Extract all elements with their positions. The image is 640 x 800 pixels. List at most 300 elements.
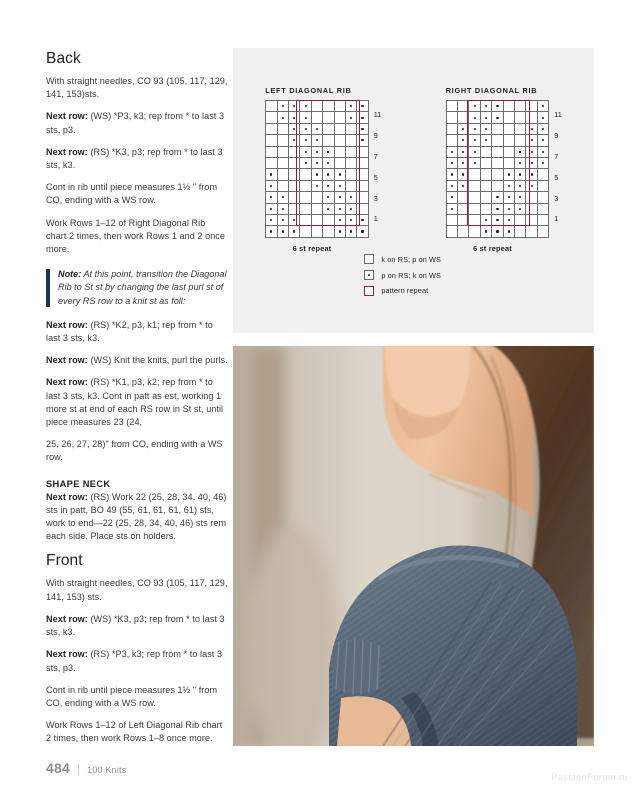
chart-grid-holder: [265, 100, 369, 238]
chart-cell-knit[interactable]: [266, 135, 277, 146]
chart-title: RIGHT DIAGONAL RIB: [445, 86, 538, 95]
chart-row: [266, 157, 369, 168]
chart-cell-knit[interactable]: [537, 203, 548, 214]
chart-right-diagonal-rib: [446, 86, 562, 253]
shape-neck-text: (RS) Work 22 (25, 28, 34, 40, 46) sts in patt, BO 49 (55, 61, 61, 61, 61) sts, work to end—22 (25, 28, 34, 40, 46) sts rem each side. Place sts on holders.: [46, 491, 227, 542]
back-label: Next row:: [46, 355, 91, 366]
chart-cell-knit[interactable]: [357, 157, 368, 168]
front-label: Next row:: [46, 613, 91, 624]
chart-cell-knit[interactable]: [311, 214, 322, 225]
chart-cell-purl[interactable]: [469, 135, 480, 146]
chart-cell-knit[interactable]: [492, 157, 503, 168]
chart-cell-purl[interactable]: [492, 203, 503, 214]
instructions-column: [46, 50, 228, 755]
st-repeat-label: 6 st repeat: [473, 243, 512, 253]
chart-row: [446, 101, 549, 112]
chart-cell-knit[interactable]: [334, 112, 345, 123]
chart-cell-purl[interactable]: [334, 203, 345, 214]
chart-cell-purl[interactable]: [480, 135, 491, 146]
chart-cell-purl[interactable]: [357, 226, 368, 237]
chart-row: [446, 135, 549, 146]
chart-cell-purl[interactable]: [492, 112, 503, 123]
chart-cell-knit[interactable]: [469, 214, 480, 225]
chart-cell-knit[interactable]: [323, 214, 334, 225]
legend-repeat-outline-icon: [364, 286, 374, 296]
chart-cell-knit[interactable]: [458, 192, 469, 203]
chart-cell-purl[interactable]: [357, 112, 368, 123]
chart-cell-purl[interactable]: [311, 180, 322, 191]
chart-cell-purl[interactable]: [492, 226, 503, 237]
front-text: (RS) *P3, k3; rep from * to last 3 sts, p3.: [46, 649, 223, 673]
chart-cell-knit[interactable]: [323, 226, 334, 237]
chart-row: [446, 226, 549, 237]
chart-cell-knit[interactable]: [311, 192, 322, 203]
chart-cell-purl[interactable]: [503, 180, 514, 191]
chart-cell-knit[interactable]: [458, 226, 469, 237]
chart-cell-knit[interactable]: [357, 192, 368, 203]
back-label: Next row:: [46, 377, 91, 388]
chart-cell-knit[interactable]: [515, 226, 526, 237]
chart-cell-purl[interactable]: [526, 135, 537, 146]
chart-cell-purl[interactable]: [526, 169, 537, 180]
chart-cell-purl[interactable]: [277, 214, 288, 225]
chart-row-number: [554, 142, 562, 152]
chart-cell-knit[interactable]: [300, 214, 311, 225]
back-paragraph: [46, 217, 228, 257]
chart-cell-knit[interactable]: [480, 169, 491, 180]
chart-cell-knit[interactable]: [446, 101, 457, 112]
chart-cell-purl[interactable]: [357, 135, 368, 146]
chart-cell-knit[interactable]: [334, 123, 345, 134]
chart-cell-purl[interactable]: [503, 214, 514, 225]
chart-row-number: [374, 204, 382, 214]
chart-cell-purl[interactable]: [515, 192, 526, 203]
chart-cell-purl[interactable]: [288, 112, 299, 123]
chart-cell-knit[interactable]: [277, 146, 288, 157]
chart-panel: [233, 48, 594, 333]
chart-cell-purl[interactable]: [480, 101, 491, 112]
page-number: 484: [46, 760, 70, 776]
chart-cell-purl[interactable]: [526, 146, 537, 157]
chart-cell-purl[interactable]: [288, 226, 299, 237]
front-label: Next row:: [46, 649, 91, 660]
chart-row-number: 3: [554, 193, 559, 203]
chart-cell-knit[interactable]: [446, 112, 457, 123]
chart-grid[interactable]: [446, 100, 550, 238]
chart-cell-knit[interactable]: [469, 180, 480, 191]
chart-cell-purl[interactable]: [345, 226, 356, 237]
chart-cell-purl[interactable]: [458, 146, 469, 157]
chart-cell-knit[interactable]: [288, 146, 299, 157]
back-paragraph: [46, 319, 228, 345]
chart-cell-purl[interactable]: [469, 112, 480, 123]
chart-cell-knit[interactable]: [458, 214, 469, 225]
page-title-front: Front: [46, 552, 83, 570]
chart-cell-purl[interactable]: [323, 169, 334, 180]
chart-cell-knit[interactable]: [480, 203, 491, 214]
chart-row-number: 1: [554, 214, 559, 224]
chart-row: [446, 146, 549, 157]
chart-cell-knit[interactable]: [277, 180, 288, 191]
chart-cell-knit[interactable]: [323, 135, 334, 146]
chart-cell-purl[interactable]: [503, 169, 514, 180]
chart-cell-knit[interactable]: [480, 157, 491, 168]
chart-cell-purl[interactable]: [537, 135, 548, 146]
chart-cell-purl[interactable]: [288, 101, 299, 112]
legend-label: k on RS; p on WS: [381, 254, 441, 264]
chart-cell-knit[interactable]: [334, 146, 345, 157]
chart-cell-purl[interactable]: [300, 157, 311, 168]
chart-cell-knit[interactable]: [277, 157, 288, 168]
chart-cell-purl[interactable]: [492, 101, 503, 112]
chart-cell-knit[interactable]: [515, 123, 526, 134]
chart-cell-knit[interactable]: [357, 146, 368, 157]
back-paragraph: [46, 146, 228, 172]
chart-cell-knit[interactable]: [458, 101, 469, 112]
chart-cell-knit[interactable]: [277, 169, 288, 180]
page-footer: [46, 760, 126, 776]
chart-cell-purl[interactable]: [526, 157, 537, 168]
chart-cell-purl[interactable]: [446, 146, 457, 157]
chart-cell-purl[interactable]: [300, 135, 311, 146]
chart-cell-purl[interactable]: [311, 157, 322, 168]
chart-cell-knit[interactable]: [345, 135, 356, 146]
chart-row-number: 5: [373, 172, 378, 182]
chart-cell-purl[interactable]: [480, 123, 491, 134]
chart-row-number: 11: [554, 110, 562, 120]
chart-grid-wrap: [446, 100, 562, 238]
chart-cell-knit[interactable]: [345, 157, 356, 168]
chart-grid-wrap: [265, 100, 381, 238]
chart-cell-knit[interactable]: [469, 226, 480, 237]
chart-row-number: [554, 162, 562, 172]
chart-cell-knit[interactable]: [526, 203, 537, 214]
chart-cell-purl[interactable]: [515, 169, 526, 180]
front-paragraph: [46, 648, 228, 674]
chart-cell-purl[interactable]: [311, 135, 322, 146]
chart-cell-knit[interactable]: [537, 226, 548, 237]
back-text: (WS) Knit the knits, purl the purls.: [90, 355, 228, 366]
chart-cell-knit[interactable]: [288, 203, 299, 214]
chart-cell-knit[interactable]: [288, 157, 299, 168]
chart-cell-purl[interactable]: [334, 169, 345, 180]
chart-cell-purl[interactable]: [469, 101, 480, 112]
back-blocks-after-note: [46, 319, 228, 465]
chart-row-number: 7: [554, 151, 559, 161]
chart-cell-purl[interactable]: [469, 123, 480, 134]
chart-cell-purl[interactable]: [266, 192, 277, 203]
chart-cell-knit[interactable]: [537, 214, 548, 225]
chart-cell-knit[interactable]: [334, 101, 345, 112]
chart-cell-knit[interactable]: [503, 157, 514, 168]
chart-cell-knit[interactable]: [345, 169, 356, 180]
legend-row: [364, 286, 441, 296]
chart-cell-knit[interactable]: [266, 157, 277, 168]
chart-cell-knit[interactable]: [345, 146, 356, 157]
chart-cell-knit[interactable]: [311, 101, 322, 112]
chart-cell-knit[interactable]: [334, 135, 345, 146]
chart-cell-purl[interactable]: [458, 169, 469, 180]
chart-cell-purl[interactable]: [288, 135, 299, 146]
chart-cell-purl[interactable]: [345, 101, 356, 112]
chart-cell-knit[interactable]: [300, 169, 311, 180]
chart-cell-knit[interactable]: [469, 192, 480, 203]
chart-cell-knit[interactable]: [526, 226, 537, 237]
chart-row: [446, 157, 549, 168]
chart-cell-purl[interactable]: [323, 146, 334, 157]
chart-cell-purl[interactable]: [266, 180, 277, 191]
chart-cell-knit[interactable]: [300, 180, 311, 191]
chart-cell-purl[interactable]: [323, 180, 334, 191]
chart-cell-knit[interactable]: [311, 112, 322, 123]
chart-cell-purl[interactable]: [277, 192, 288, 203]
front-paragraph: [46, 684, 228, 710]
chart-cell-knit[interactable]: [288, 192, 299, 203]
chart-cell-knit[interactable]: [469, 203, 480, 214]
chart-cell-purl[interactable]: [323, 203, 334, 214]
book-title: 100 Knits: [87, 765, 127, 775]
chart-row: [446, 112, 549, 123]
chart-row-numbers: [554, 100, 562, 225]
chart-cell-purl[interactable]: [537, 101, 548, 112]
chart-cell-knit[interactable]: [480, 180, 491, 191]
back-paragraph: [46, 75, 228, 101]
chart-cell-purl[interactable]: [300, 112, 311, 123]
chart-cell-purl[interactable]: [458, 123, 469, 134]
chart-cell-purl[interactable]: [503, 226, 514, 237]
chart-cell-purl[interactable]: [288, 123, 299, 134]
chart-cell-purl[interactable]: [277, 226, 288, 237]
chart-cell-purl[interactable]: [334, 226, 345, 237]
chart-row: [266, 192, 369, 203]
chart-cell-knit[interactable]: [469, 169, 480, 180]
chart-cell-knit[interactable]: [503, 123, 514, 134]
footer-separator: |: [76, 762, 81, 776]
front-text: With straight needles, CO 93 (105, 117, 129, 141, 153) sts.: [46, 578, 228, 602]
chart-cell-knit[interactable]: [323, 101, 334, 112]
chart-cell-knit[interactable]: [480, 146, 491, 157]
chart-cell-purl[interactable]: [300, 123, 311, 134]
chart-cell-purl[interactable]: [266, 226, 277, 237]
chart-cell-knit[interactable]: [503, 135, 514, 146]
chart-cell-knit[interactable]: [345, 123, 356, 134]
chart-cell-purl[interactable]: [357, 214, 368, 225]
chart-cell-purl[interactable]: [266, 203, 277, 214]
chart-cell-purl[interactable]: [515, 180, 526, 191]
chart-cell-purl[interactable]: [345, 203, 356, 214]
chart-row-number: [554, 204, 562, 214]
chart-cell-knit[interactable]: [357, 169, 368, 180]
chart-cell-purl[interactable]: [458, 157, 469, 168]
chart-cell-knit[interactable]: [515, 135, 526, 146]
chart-cell-purl[interactable]: [334, 214, 345, 225]
chart-cell-knit[interactable]: [515, 112, 526, 123]
chart-cell-purl[interactable]: [446, 169, 457, 180]
chart-cell-knit[interactable]: [526, 101, 537, 112]
chart-cell-purl[interactable]: [300, 101, 311, 112]
chart-cell-knit[interactable]: [311, 203, 322, 214]
chart-cell-knit[interactable]: [288, 169, 299, 180]
chart-cell-purl[interactable]: [334, 180, 345, 191]
shape-neck-label: Next row:: [46, 491, 88, 502]
chart-cell-knit[interactable]: [503, 112, 514, 123]
back-blocks: [46, 75, 228, 256]
chart-grid-holder: [446, 100, 550, 238]
chart-row: [266, 123, 369, 134]
chart-cell-purl[interactable]: [515, 203, 526, 214]
chart-cell-purl[interactable]: [446, 157, 457, 168]
garment-photo: [233, 346, 594, 746]
photo-illustration: [233, 346, 594, 746]
chart-cell-knit[interactable]: [526, 192, 537, 203]
chart-cell-knit[interactable]: [288, 180, 299, 191]
chart-cell-knit[interactable]: [334, 157, 345, 168]
chart-cell-purl[interactable]: [526, 180, 537, 191]
chart-cell-purl[interactable]: [446, 203, 457, 214]
chart-cell-knit[interactable]: [323, 123, 334, 134]
chart-cell-purl[interactable]: [345, 112, 356, 123]
front-paragraph: [46, 613, 228, 639]
chart-cell-knit[interactable]: [446, 214, 457, 225]
chart-cell-purl[interactable]: [323, 157, 334, 168]
chart-row-number: [374, 183, 382, 193]
chart-cell-purl[interactable]: [345, 214, 356, 225]
chart-cell-purl[interactable]: [334, 192, 345, 203]
chart-cell-purl[interactable]: [469, 157, 480, 168]
chart-row-number: 7: [373, 151, 378, 161]
chart-cell-knit[interactable]: [446, 123, 457, 134]
chart-cell-purl[interactable]: [266, 169, 277, 180]
front-blocks: [46, 577, 228, 745]
chart-row: [266, 101, 369, 112]
chart-cell-purl[interactable]: [345, 192, 356, 203]
chart-row: [266, 203, 369, 214]
chart-cell-purl[interactable]: [357, 123, 368, 134]
legend-dot-square-icon: [364, 270, 374, 280]
chart-cell-purl[interactable]: [537, 123, 548, 134]
chart-cell-purl[interactable]: [480, 226, 491, 237]
back-paragraph: [46, 110, 228, 136]
chart-cell-knit[interactable]: [503, 101, 514, 112]
chart-cell-knit[interactable]: [537, 169, 548, 180]
chart-row-number: 5: [554, 172, 559, 182]
chart-cell-purl[interactable]: [537, 146, 548, 157]
chart-cell-knit[interactable]: [266, 146, 277, 157]
chart-cell-purl[interactable]: [526, 123, 537, 134]
chart-cell-knit[interactable]: [480, 192, 491, 203]
chart-cell-knit[interactable]: [446, 226, 457, 237]
chart-cell-knit[interactable]: [277, 123, 288, 134]
chart-cell-knit[interactable]: [277, 135, 288, 146]
chart-cell-knit[interactable]: [492, 180, 503, 191]
chart-cell-knit[interactable]: [446, 135, 457, 146]
chart-cell-purl[interactable]: [300, 146, 311, 157]
chart-cell-purl[interactable]: [492, 192, 503, 203]
chart-cell-knit[interactable]: [300, 192, 311, 203]
chart-cell-purl[interactable]: [537, 157, 548, 168]
chart-cell-knit[interactable]: [526, 112, 537, 123]
chart-row-numbers: [374, 100, 382, 225]
chart-cell-purl[interactable]: [503, 192, 514, 203]
chart-cell-knit[interactable]: [492, 135, 503, 146]
chart-cell-knit[interactable]: [492, 123, 503, 134]
chart-cell-purl[interactable]: [311, 169, 322, 180]
chart-cell-purl[interactable]: [480, 214, 491, 225]
front-text: Work Rows 1–12 of Left Diagonal Rib chart 2 times, then work Rows 1–8 once more.: [46, 720, 223, 744]
chart-cell-knit[interactable]: [311, 226, 322, 237]
chart-cell-knit[interactable]: [357, 180, 368, 191]
chart-row-number: [374, 100, 382, 110]
chart-cell-knit[interactable]: [492, 169, 503, 180]
chart-cell-purl[interactable]: [537, 112, 548, 123]
chart-cell-purl[interactable]: [277, 101, 288, 112]
chart-cell-purl[interactable]: [266, 214, 277, 225]
chart-cell-knit[interactable]: [266, 123, 277, 134]
chart-cell-knit[interactable]: [266, 101, 277, 112]
chart-cell-knit[interactable]: [458, 203, 469, 214]
chart-row-number: [374, 162, 382, 172]
front-paragraph: [46, 577, 228, 603]
chart-cell-purl[interactable]: [492, 214, 503, 225]
chart-cell-knit[interactable]: [323, 112, 334, 123]
chart-cell-purl[interactable]: [515, 157, 526, 168]
back-text: 25, 26, 27, 28)" from CO, ending with a WS row.: [46, 439, 223, 463]
chart-row-number: 3: [373, 193, 378, 203]
chart-cell-knit[interactable]: [458, 112, 469, 123]
chart-cell-purl[interactable]: [357, 101, 368, 112]
chart-cell-purl[interactable]: [446, 192, 457, 203]
chart-cell-knit[interactable]: [266, 112, 277, 123]
chart-cell-knit[interactable]: [537, 192, 548, 203]
chart-cell-knit[interactable]: [357, 203, 368, 214]
chart-row: [266, 214, 369, 225]
chart-row-number: [554, 121, 562, 131]
chart-cell-knit[interactable]: [515, 101, 526, 112]
chart-cell-knit[interactable]: [345, 180, 356, 191]
back-text: (RS) *K1, p3, k2; rep from * to last 3 sts, k3. Cont in patt as est, working 1 more st at end of each RS row in St st, until piece measures 23 (24,: [46, 377, 224, 428]
legend-blank-square-icon: [364, 254, 374, 264]
back-label: Next row:: [46, 319, 91, 330]
chart-cell-purl[interactable]: [311, 123, 322, 134]
chart-cell-purl[interactable]: [277, 112, 288, 123]
chart-grid[interactable]: [265, 100, 369, 238]
chart-cell-knit[interactable]: [515, 214, 526, 225]
chart-cell-purl[interactable]: [458, 135, 469, 146]
chart-cell-purl[interactable]: [515, 146, 526, 157]
legend-row: [364, 270, 441, 280]
chart-cell-purl[interactable]: [288, 214, 299, 225]
chart-cell-knit[interactable]: [503, 146, 514, 157]
chart-cell-purl[interactable]: [480, 112, 491, 123]
back-paragraph: [46, 181, 228, 207]
chart-cell-purl[interactable]: [323, 192, 334, 203]
chart-cell-knit[interactable]: [492, 146, 503, 157]
chart-cell-purl[interactable]: [311, 146, 322, 157]
chart-cell-purl[interactable]: [458, 180, 469, 191]
chart-cell-knit[interactable]: [300, 226, 311, 237]
chart-cell-knit[interactable]: [300, 203, 311, 214]
back-label: Next row:: [46, 146, 91, 157]
back-paragraph: [46, 376, 228, 429]
chart-cell-knit[interactable]: [537, 180, 548, 191]
back-paragraph: [46, 438, 228, 464]
chart-cell-purl[interactable]: [277, 203, 288, 214]
chart-row: [266, 226, 369, 237]
chart-cell-purl[interactable]: [503, 203, 514, 214]
chart-cell-purl[interactable]: [469, 146, 480, 157]
chart-cell-purl[interactable]: [446, 180, 457, 191]
chart-cell-knit[interactable]: [526, 214, 537, 225]
